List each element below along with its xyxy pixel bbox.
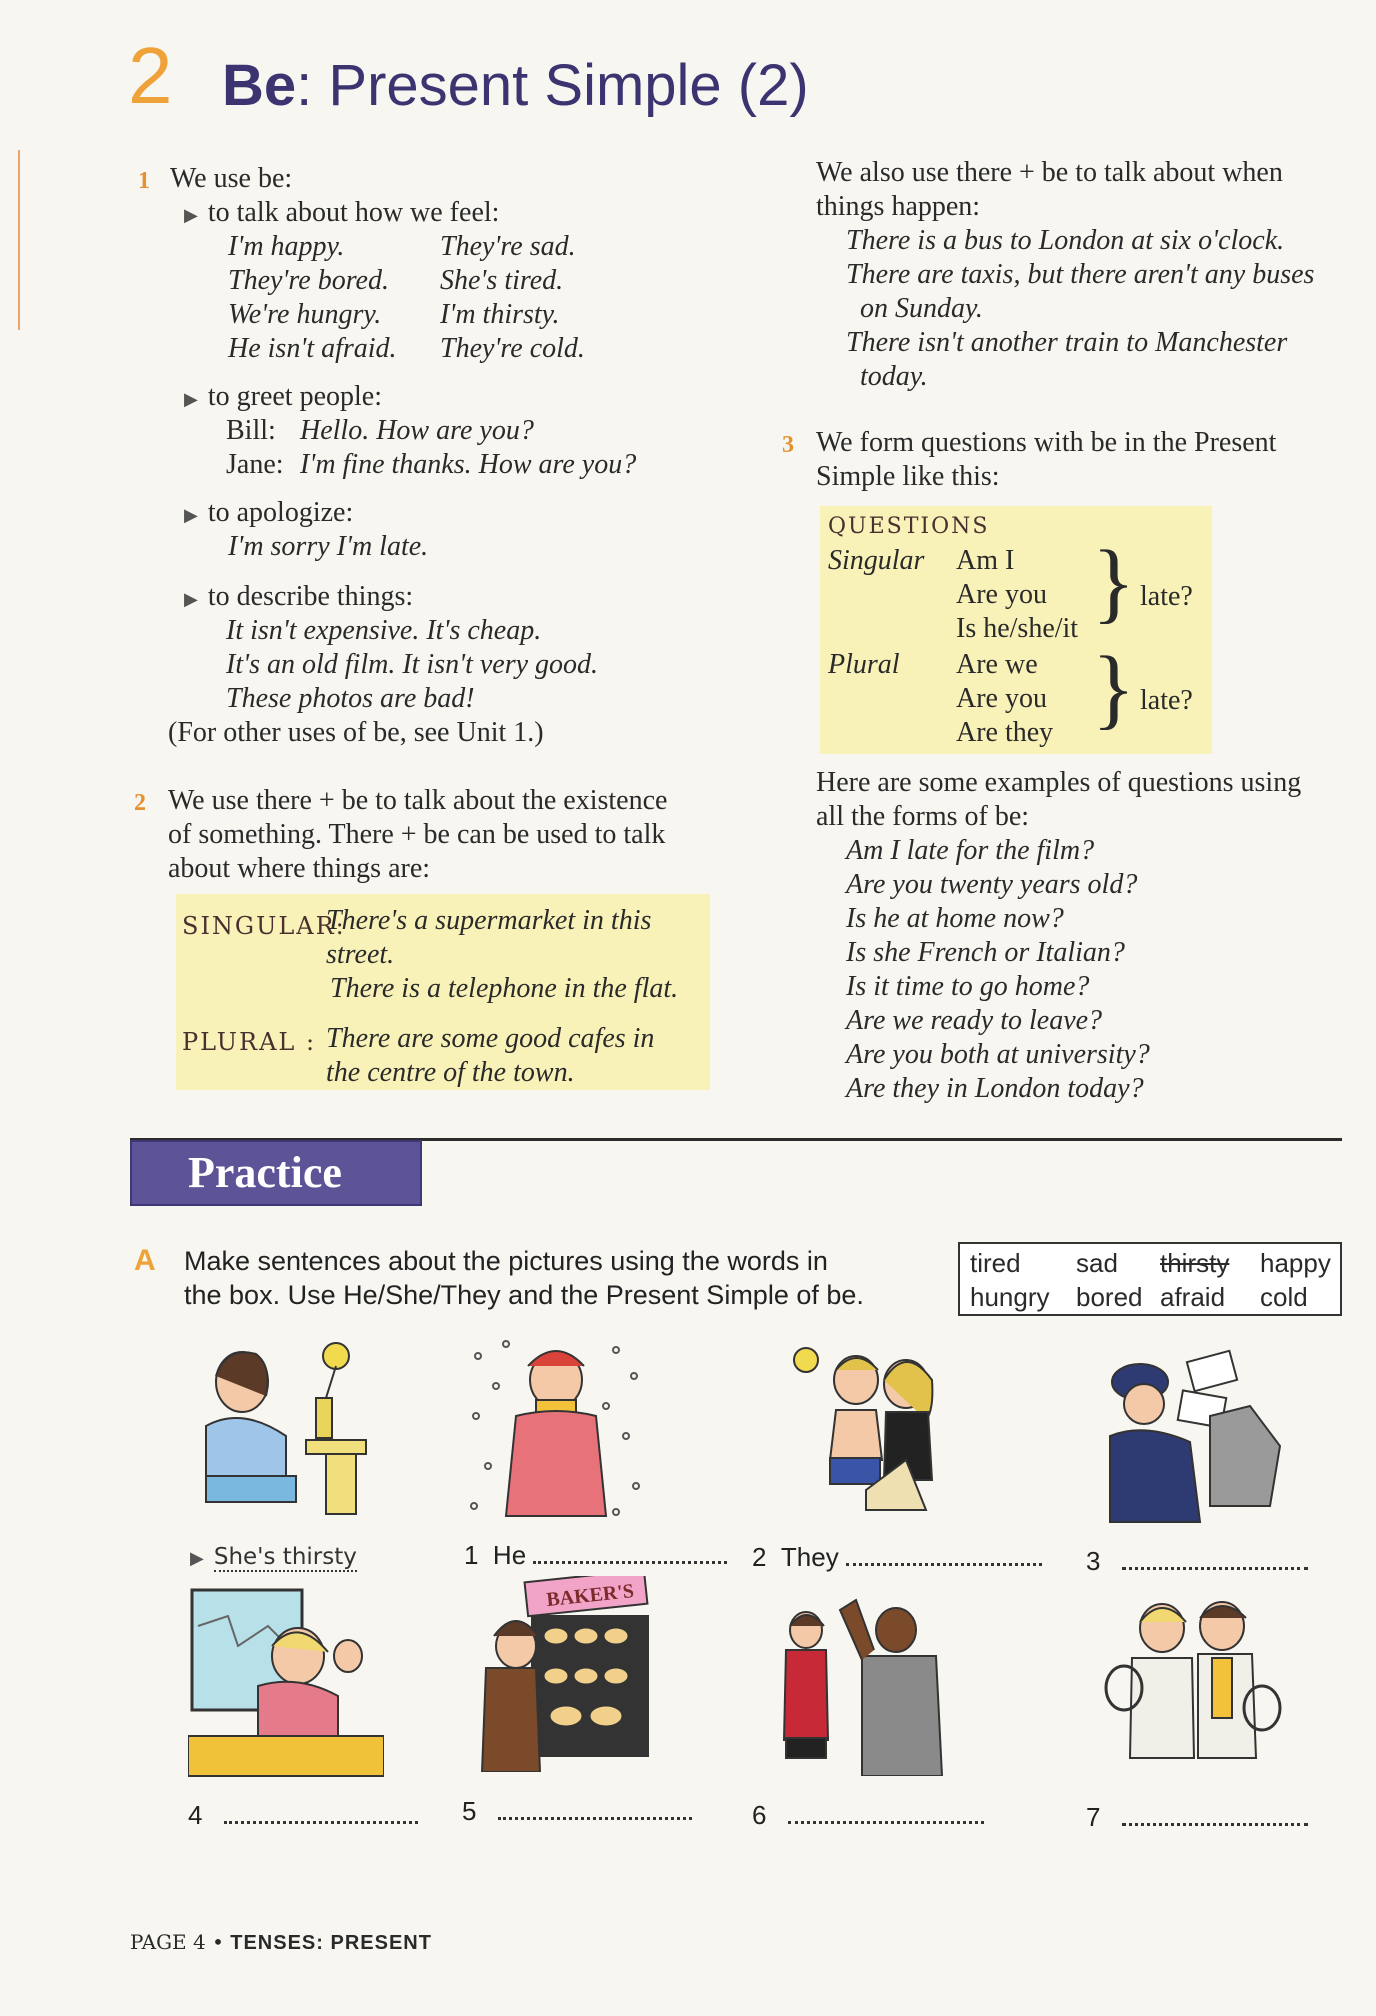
- singular-form-1: Am I: [956, 545, 1015, 576]
- section-3-text-2: Simple like this:: [816, 461, 1000, 492]
- also-example-5: today.: [860, 361, 928, 392]
- plural-example-1: There are some good cafes in: [326, 1023, 655, 1054]
- plural-form-2: Are you: [956, 683, 1047, 714]
- exercise-item-6: [752, 1800, 984, 1831]
- also-example-1: There is a bus to London at six o'clock.: [846, 225, 1285, 256]
- word: sad: [1076, 1248, 1118, 1278]
- brace-icon: }: [1092, 639, 1136, 738]
- bullet-apologize: [184, 496, 353, 532]
- feel-label: to talk about how we feel:: [207, 197, 500, 228]
- singular-example-2: street.: [326, 939, 395, 970]
- answer-blank[interactable]: [498, 1799, 692, 1820]
- plural-late: late?: [1140, 685, 1193, 716]
- triangle-bullet-icon: ▶: [184, 389, 198, 409]
- plural-row-label: Plural: [828, 649, 900, 680]
- exercise-item-example: [190, 1540, 357, 1571]
- feel-right-2: She's tired.: [440, 265, 564, 296]
- greet-label: to greet people:: [207, 381, 382, 412]
- word: bored: [1076, 1282, 1143, 1312]
- singular-label: SINGULAR:: [182, 912, 346, 940]
- section-3-number: 3: [782, 432, 794, 458]
- unit-number: 2: [128, 31, 173, 120]
- plural-example-2: the centre of the town.: [326, 1057, 575, 1088]
- answer-blank[interactable]: [1122, 1549, 1308, 1570]
- also-text-1: We also use there + be to talk about when: [816, 157, 1283, 188]
- triangle-bullet-icon: ▶: [184, 205, 198, 225]
- bullet-describe: [184, 580, 413, 616]
- apologize-label: to apologize:: [207, 497, 354, 528]
- word: happy: [1260, 1248, 1331, 1278]
- item-prefix: He: [492, 1540, 527, 1570]
- item-number: 7: [1086, 1802, 1101, 1832]
- feel-left-1: I'm happy.: [228, 231, 345, 262]
- example-answer: She's thirsty: [213, 1544, 357, 1570]
- triangle-bullet-icon: ▶: [184, 505, 198, 525]
- plural-form-1: Are we: [956, 649, 1038, 680]
- plural-label: PLURAL :: [182, 1028, 317, 1056]
- answer-blank[interactable]: [224, 1803, 418, 1824]
- page-number: PAGE 4: [130, 1930, 206, 1954]
- item-number: 1: [464, 1540, 479, 1570]
- margin-mark: [18, 150, 20, 330]
- answer-blank[interactable]: [533, 1543, 727, 1564]
- greet-line-2: I'm fine thanks. How are you?: [300, 449, 637, 480]
- cold-man-illustration: [466, 1336, 646, 1520]
- brace-icon: }: [1092, 533, 1136, 632]
- question-example-5: Is it time to go home?: [846, 971, 1090, 1002]
- afraid-postman-illustration: [1100, 1346, 1290, 1526]
- question-example-6: Are we ready to leave?: [846, 1005, 1103, 1036]
- item-number: 6: [752, 1800, 767, 1830]
- instruction-line-2: the box. Use He/She/They and the Present Simple of be.: [184, 1280, 864, 1310]
- word: hungry: [970, 1282, 1050, 1312]
- item-number: 2: [752, 1542, 767, 1572]
- answer-blank[interactable]: [788, 1803, 984, 1824]
- item-number: 3: [1086, 1546, 1101, 1576]
- section-1-intro: We use be:: [170, 163, 293, 194]
- footer-separator: •: [212, 1930, 224, 1954]
- feel-right-4: They're cold.: [440, 333, 585, 364]
- feel-left-4: He isn't afraid.: [228, 333, 397, 364]
- answer-blank[interactable]: [1122, 1805, 1308, 1826]
- question-example-8: Are they in London today?: [846, 1073, 1144, 1104]
- item-number: 4: [188, 1800, 203, 1830]
- section-2-text-2: of something. There + be can be used to talk: [168, 819, 666, 850]
- plural-form-3: Are they: [956, 717, 1054, 748]
- thirsty-woman-illustration: [186, 1336, 376, 1518]
- singular-example-1: There's a supermarket in this: [326, 905, 652, 936]
- questions-heading: QUESTIONS: [828, 514, 990, 539]
- also-text-2: things happen:: [816, 191, 981, 222]
- exercise-item-4: [188, 1800, 418, 1831]
- practice-banner: Practice: [130, 1140, 422, 1206]
- apologize-example: I'm sorry I'm late.: [228, 531, 429, 562]
- waving-people-illustration: [766, 1590, 962, 1776]
- describe-example-3: These photos are bad!: [226, 683, 475, 714]
- title-rest: : Present Simple (2): [296, 53, 809, 118]
- question-example-1: Am I late for the film?: [846, 835, 1095, 866]
- bored-woman-illustration: [188, 1586, 384, 1778]
- feel-right-1: They're sad.: [440, 231, 576, 262]
- triangle-bullet-icon: ▶: [184, 589, 198, 609]
- exercise-letter: A: [134, 1244, 156, 1277]
- singular-form-3: Is he/she/it: [956, 613, 1079, 644]
- question-example-4: Is she French or Italian?: [846, 937, 1125, 968]
- bullet-greet: [184, 380, 382, 416]
- word: afraid: [1160, 1282, 1226, 1312]
- instruction-line-1: Make sentences about the pictures using the words in: [184, 1246, 828, 1276]
- word: cold: [1260, 1282, 1308, 1312]
- hungry-girl-bakery-illustration: [476, 1576, 652, 1772]
- greet-line-1: Hello. How are you?: [300, 415, 534, 446]
- title-bold: Be: [222, 53, 297, 118]
- question-example-7: Are you both at university?: [846, 1039, 1150, 1070]
- feel-right-3: I'm thirsty.: [440, 299, 560, 330]
- exercise-item-3: [1086, 1546, 1308, 1577]
- feel-left-3: We're hungry.: [228, 299, 382, 330]
- question-example-2: Are you twenty years old?: [846, 869, 1138, 900]
- triangle-bullet-icon: ▶: [190, 1548, 214, 1568]
- word-box: [958, 1242, 1342, 1316]
- greet-speaker-1: Bill:: [226, 415, 276, 446]
- answer-blank[interactable]: [846, 1545, 1042, 1566]
- singular-form-2: Are you: [956, 579, 1047, 610]
- examples-intro-2: all the forms of be:: [816, 801, 1030, 832]
- feel-left-2: They're bored.: [228, 265, 389, 296]
- also-example-4: There isn't another train to Manchester: [846, 327, 1288, 358]
- describe-example-2: It's an old film. It isn't very good.: [226, 649, 599, 680]
- describe-example-1: It isn't expensive. It's cheap.: [226, 615, 542, 646]
- section-2-number: 2: [134, 790, 146, 816]
- happy-couple-illustration: [756, 1340, 956, 1520]
- exercise-item-2: [752, 1542, 1042, 1573]
- section-3-text-1: We form questions with be in the Present: [816, 427, 1277, 458]
- singular-example-3: There is a telephone in the flat.: [330, 973, 679, 1004]
- word: thirsty: [1160, 1248, 1230, 1278]
- section-2-text-1: We use there + be to talk about the existence: [168, 785, 668, 816]
- also-example-3: on Sunday.: [860, 293, 983, 324]
- also-example-2: There are taxis, but there aren't any buses: [846, 259, 1315, 290]
- exercise-instruction: [184, 1244, 944, 1312]
- page-title: [222, 52, 809, 119]
- word: tired: [970, 1248, 1021, 1278]
- item-prefix: They: [780, 1542, 839, 1572]
- describe-label: to describe things:: [207, 581, 414, 612]
- describe-note: (For other uses of be, see Unit 1.): [168, 717, 544, 748]
- exercise-item-1: [464, 1540, 727, 1571]
- greet-speaker-2: Jane:: [226, 449, 284, 480]
- item-number: 5: [462, 1796, 477, 1826]
- section-1-number: 1: [138, 168, 150, 194]
- singular-row-label: Singular: [828, 545, 925, 576]
- page-footer: [130, 1930, 432, 1955]
- section-2-text-3: about where things are:: [168, 853, 431, 884]
- exercise-item-7: [1086, 1802, 1308, 1833]
- exercise-item-5: [462, 1796, 692, 1827]
- examples-intro-1: Here are some examples of questions using: [816, 767, 1302, 798]
- singular-late: late?: [1140, 581, 1193, 612]
- question-example-3: Is he at home now?: [846, 903, 1064, 934]
- bakers-sign: BAKER'S: [545, 1580, 636, 1612]
- tired-tennis-players-illustration: [1102, 1588, 1288, 1778]
- bullet-feel: [184, 196, 499, 232]
- footer-section: TENSES: PRESENT: [230, 1932, 432, 1954]
